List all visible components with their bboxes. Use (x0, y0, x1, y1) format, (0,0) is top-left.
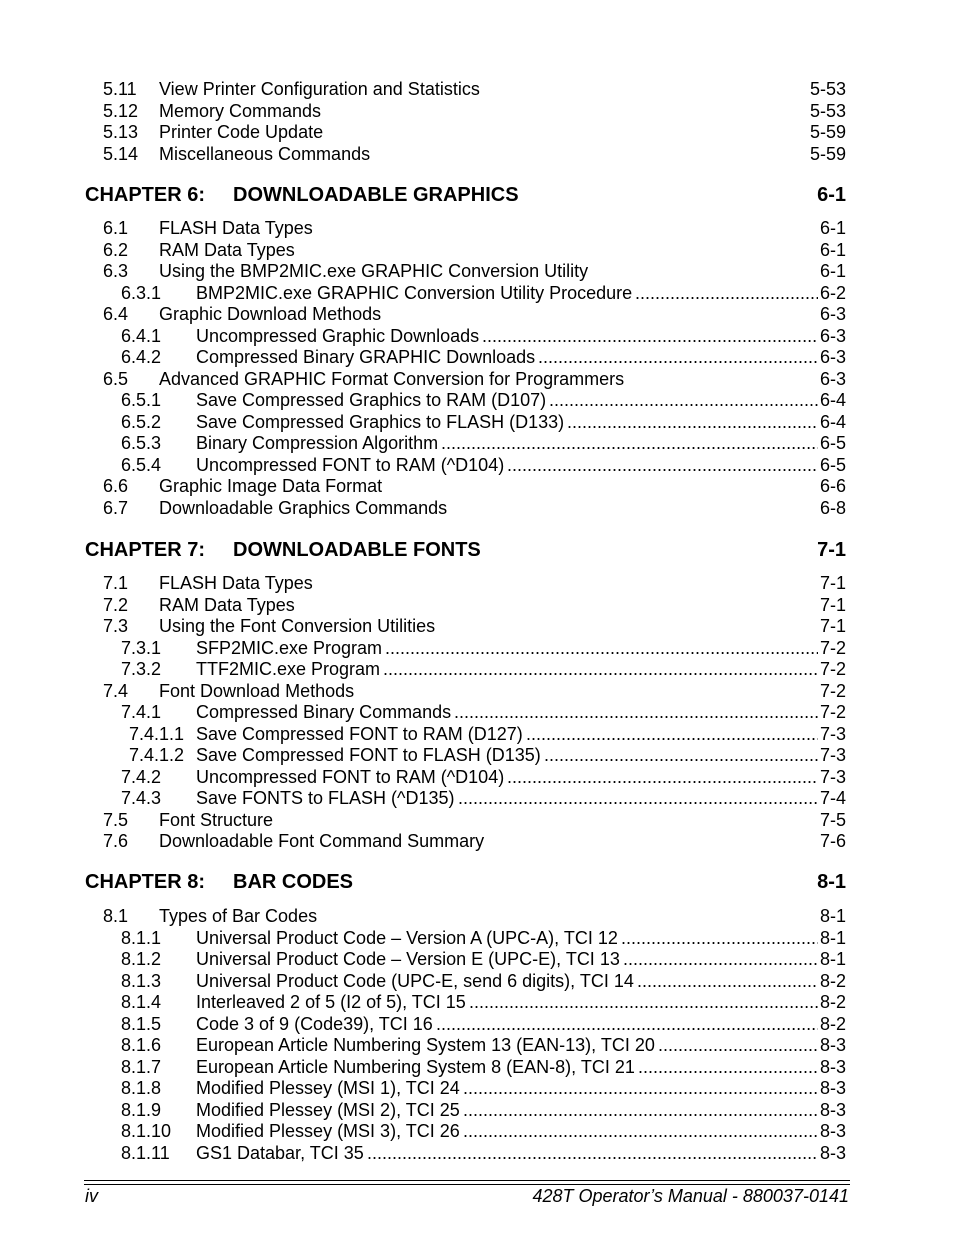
toc-entry (0, 1013, 954, 1035)
entry-title: Modified Plessey (MSI 1), TCI 24 (196, 1078, 460, 1098)
toc-entry (0, 282, 954, 304)
entry-page: 6-4 (819, 411, 846, 432)
dot-leader (469, 991, 818, 1013)
chapter-number: CHAPTER 7: (85, 539, 206, 561)
entry-title: BMP2MIC.exe GRAPHIC Conversion Utility Procedure (196, 282, 633, 303)
dot-leader (385, 637, 818, 659)
entry-title: Memory Commands (159, 100, 322, 121)
entry-title: Modified Plessey (MSI 3), TCI 26 (196, 1121, 460, 1141)
entry-page: 7-1 (819, 573, 846, 593)
entry-page: 6-3 (819, 325, 846, 346)
entry-title: Uncompressed FONT to RAM (^D104) (196, 766, 505, 787)
entry-title: Uncompressed FONT to RAM (^D104) (196, 454, 505, 475)
entry-number: 6.1 (103, 218, 129, 238)
entry-number: 8.1.3 (121, 970, 162, 991)
entry-title: FLASH Data Types (159, 218, 313, 238)
toc-entry (0, 948, 954, 970)
dot-leader (458, 787, 818, 809)
entry-title: Font Download Methods (159, 680, 355, 701)
entry-title: Modified Plessey (MSI 2), TCI 25 (196, 1099, 460, 1120)
entry-number: 5.13 (103, 122, 139, 142)
dot-leader (383, 658, 818, 680)
entry-page: 7-4 (819, 788, 846, 808)
entry-number: 7.4 (103, 680, 129, 701)
dot-leader (544, 744, 818, 766)
entry-title: Using the Font Conversion Utilities (159, 616, 436, 636)
entry-page: 6-5 (819, 454, 846, 475)
entry-number: 6.5.3 (121, 433, 162, 453)
toc-entry (0, 432, 954, 454)
entry-number: 7.4.3 (121, 788, 162, 808)
entry-title: Uncompressed Graphic Downloads (196, 325, 480, 346)
entry-number: 7.3.1 (121, 637, 162, 658)
entry-number: 7.5 (103, 809, 129, 830)
entry-number: 6.3 (103, 261, 129, 281)
toc-entry (0, 239, 954, 261)
chapter-page: 6-1 (817, 184, 846, 206)
entry-title: Save FONTS to FLASH (^D135) (196, 788, 455, 808)
entry-page: 7-2 (819, 702, 846, 722)
toc-entry (0, 1142, 954, 1164)
entry-page: 7-2 (819, 659, 846, 679)
toc-entry (0, 217, 954, 239)
toc-entry (0, 325, 954, 347)
entry-number: 7.4.1.2 (129, 745, 185, 765)
entry-title: RAM Data Types (159, 594, 295, 615)
toc-entry (0, 497, 954, 519)
entry-title: Graphic Download Methods (159, 304, 382, 324)
toc-entry (0, 680, 954, 702)
dot-leader (463, 1120, 818, 1142)
entry-title: Universal Product Code (UPC-E, send 6 digits), TCI 14 (196, 970, 634, 991)
entry-page: 7-5 (819, 809, 846, 830)
chapter-page: 8-1 (817, 871, 846, 893)
entry-page: 8-3 (819, 1099, 846, 1120)
entry-page: 6-1 (819, 218, 846, 238)
toc-entry (0, 1056, 954, 1078)
entry-page: 6-1 (819, 261, 846, 281)
toc-entry (0, 744, 954, 766)
toc-entry (0, 100, 954, 122)
toc-entry (0, 368, 954, 390)
toc-entry (0, 303, 954, 325)
toc-entry (0, 1120, 954, 1142)
toc-entry (0, 970, 954, 992)
entry-number: 6.4.2 (121, 347, 162, 367)
entry-title: GS1 Databar, TCI 35 (196, 1142, 364, 1163)
entry-number: 8.1.6 (121, 1035, 162, 1055)
entry-page: 6-3 (819, 347, 846, 367)
toc-entry (0, 475, 954, 497)
entry-page: 5-59 (809, 122, 846, 142)
toc-entry (0, 615, 954, 637)
entry-page: 7-1 (819, 594, 846, 615)
toc-entry (0, 723, 954, 745)
chapter-page: 7-1 (817, 539, 846, 561)
chapter-title: DOWNLOADABLE FONTS (233, 539, 481, 561)
entry-page: 7-3 (819, 723, 846, 744)
chapter-6-heading (0, 182, 954, 208)
toc-entry (0, 143, 954, 165)
entry-number: 6.2 (103, 239, 129, 260)
entry-title: Miscellaneous Commands (159, 143, 371, 164)
dot-leader (482, 325, 818, 347)
entry-page: 8-3 (819, 1056, 846, 1077)
entry-page: 6-3 (819, 368, 846, 389)
entry-page: 8-1 (819, 949, 846, 969)
entry-number: 5.14 (103, 143, 139, 164)
entry-title: Compressed Binary GRAPHIC Downloads (196, 347, 536, 367)
entry-number: 8.1.4 (121, 992, 162, 1012)
entry-number: 5.12 (103, 100, 139, 121)
toc-entry (0, 927, 954, 949)
entry-number: 8.1.9 (121, 1099, 162, 1120)
entry-number: 7.2 (103, 594, 129, 615)
entry-title: Printer Code Update (159, 122, 324, 142)
entry-number: 6.4.1 (121, 325, 162, 346)
entry-page: 6-3 (819, 304, 846, 324)
entry-number: 6.5.4 (121, 454, 162, 475)
entry-page: 7-6 (819, 831, 846, 851)
toc-entry (0, 905, 954, 927)
entry-page: 8-2 (819, 970, 846, 991)
entry-page: 7-1 (819, 616, 846, 636)
entry-title: Save Compressed Graphics to FLASH (D133) (196, 411, 565, 432)
entry-page: 6-2 (819, 282, 846, 303)
entry-page: 6-4 (819, 390, 846, 410)
entry-page: 5-53 (809, 100, 846, 121)
entry-title: Types of Bar Codes (159, 906, 318, 926)
entry-page: 7-3 (819, 766, 846, 787)
entry-number: 7.4.1.1 (129, 723, 185, 744)
entry-title: RAM Data Types (159, 239, 295, 260)
entry-number: 8.1.11 (121, 1142, 170, 1163)
entry-number: 6.5 (103, 368, 129, 389)
toc-entry (0, 830, 954, 852)
entry-number: 8.1.1 (121, 927, 162, 948)
footer-manual-title: 428T Operator’s Manual - 880037-0141 (532, 1186, 849, 1206)
entry-number: 6.7 (103, 497, 129, 518)
chapter-7-heading (0, 537, 954, 563)
entry-page: 8-3 (819, 1078, 846, 1098)
dot-leader (658, 1034, 818, 1056)
toc-entry (0, 1077, 954, 1099)
dot-leader (463, 1099, 818, 1121)
toc-entry (0, 454, 954, 476)
entry-number: 7.3 (103, 616, 129, 636)
dot-leader (463, 1077, 818, 1099)
toc-entry (0, 1034, 954, 1056)
dot-leader (635, 282, 818, 304)
entry-number: 6.3.1 (121, 282, 162, 303)
dot-leader (623, 948, 818, 970)
entry-page: 5-53 (809, 79, 846, 99)
toc-entry (0, 572, 954, 594)
entry-title: Save Compressed FONT to RAM (D127) (196, 723, 523, 744)
entry-page: 8-3 (819, 1035, 846, 1055)
entry-number: 8.1.5 (121, 1013, 162, 1034)
entry-number: 7.3.2 (121, 659, 162, 679)
entry-number: 6.5.1 (121, 390, 162, 410)
entry-number: 8.1.10 (121, 1121, 172, 1141)
entry-title: Graphic Image Data Format (159, 476, 383, 496)
dot-leader (538, 346, 818, 368)
toc-entry (0, 637, 954, 659)
entry-title: Code 3 of 9 (Code39), TCI 16 (196, 1013, 433, 1034)
dot-leader (567, 411, 818, 433)
entry-title: SFP2MIC.exe Program (196, 637, 383, 658)
entry-page: 7-2 (819, 680, 846, 701)
toc-entry (0, 766, 954, 788)
toc-entry (0, 78, 954, 100)
entry-title: European Article Numbering System 8 (EAN-8), TCI 21 (196, 1056, 635, 1077)
entry-title: Font Structure (159, 809, 274, 830)
entry-number: 7.1 (103, 573, 129, 593)
dot-leader (367, 1142, 818, 1164)
toc-entry (0, 787, 954, 809)
chapter-title: DOWNLOADABLE GRAPHICS (233, 184, 519, 206)
entry-title: TTF2MIC.exe Program (196, 659, 381, 679)
footer-rule (84, 1180, 850, 1181)
toc-entry (0, 658, 954, 680)
chapter-title: BAR CODES (233, 871, 354, 893)
toc-entry (0, 1099, 954, 1121)
toc-entry (0, 260, 954, 282)
entry-page: 8-2 (819, 1013, 846, 1034)
toc-entry (0, 411, 954, 433)
entry-title: View Printer Configuration and Statistics (159, 79, 480, 99)
dot-leader (621, 927, 818, 949)
toc-entry (0, 809, 954, 831)
entry-title: Downloadable Font Command Summary (159, 831, 485, 851)
dot-leader (549, 389, 818, 411)
entry-title: Advanced GRAPHIC Format Conversion for Programmers (159, 368, 625, 389)
entry-page: 6-8 (819, 497, 846, 518)
dot-leader (507, 766, 818, 788)
entry-number: 6.6 (103, 476, 129, 496)
entry-title: FLASH Data Types (159, 573, 313, 593)
entry-title: Downloadable Graphics Commands (159, 497, 448, 518)
entry-number: 8.1.7 (121, 1056, 162, 1077)
dot-leader (454, 701, 818, 723)
entry-title: European Article Numbering System 13 (EAN-13), TCI 20 (196, 1035, 655, 1055)
entry-title: Save Compressed Graphics to RAM (D107) (196, 390, 547, 410)
entry-number: 7.4.1 (121, 702, 162, 722)
entry-page: 8-3 (819, 1121, 846, 1141)
entry-title: Universal Product Code – Version A (UPC-A), TCI 12 (196, 927, 618, 948)
chapter-number: CHAPTER 6: (85, 184, 206, 206)
toc-entry (0, 346, 954, 368)
toc-entry (0, 991, 954, 1013)
entry-page: 6-1 (819, 239, 846, 260)
toc-entry (0, 121, 954, 143)
chapter-number: CHAPTER 8: (85, 871, 206, 893)
entry-number: 7.6 (103, 831, 129, 851)
entry-number: 5.11 (103, 79, 137, 99)
entry-page: 6-6 (819, 476, 846, 496)
dot-leader (637, 970, 818, 992)
dot-leader (507, 454, 818, 476)
entry-page: 6-5 (819, 433, 846, 453)
entry-page: 7-2 (819, 637, 846, 658)
entry-number: 6.5.2 (121, 411, 162, 432)
chapter-8-heading (0, 869, 954, 895)
entry-page: 8-1 (819, 927, 846, 948)
toc-entry (0, 701, 954, 723)
entry-number: 7.4.2 (121, 766, 162, 787)
entry-title: Binary Compression Algorithm (196, 433, 439, 453)
entry-number: 8.1.8 (121, 1078, 162, 1098)
entry-page: 5-59 (809, 143, 846, 164)
entry-title: Using the BMP2MIC.exe GRAPHIC Conversion Utility (159, 261, 589, 281)
footer-page-number: iv (85, 1186, 98, 1206)
dot-leader (441, 432, 818, 454)
toc-entry (0, 594, 954, 616)
entry-number: 8.1.2 (121, 949, 162, 969)
entry-page: 8-2 (819, 992, 846, 1012)
entry-number: 6.4 (103, 304, 129, 324)
entry-page: 8-3 (819, 1142, 846, 1163)
dot-leader (638, 1056, 818, 1078)
entry-title: Universal Product Code – Version E (UPC-E), TCI 13 (196, 949, 620, 969)
entry-number: 8.1 (103, 906, 129, 926)
entry-title: Compressed Binary Commands (196, 702, 452, 722)
dot-leader (526, 723, 818, 745)
toc-entry (0, 389, 954, 411)
entry-title: Interleaved 2 of 5 (I2 of 5), TCI 15 (196, 992, 466, 1012)
entry-page: 8-1 (819, 906, 846, 926)
entry-title: Save Compressed FONT to FLASH (D135) (196, 745, 541, 765)
dot-leader (436, 1013, 818, 1035)
entry-page: 7-3 (819, 745, 846, 765)
